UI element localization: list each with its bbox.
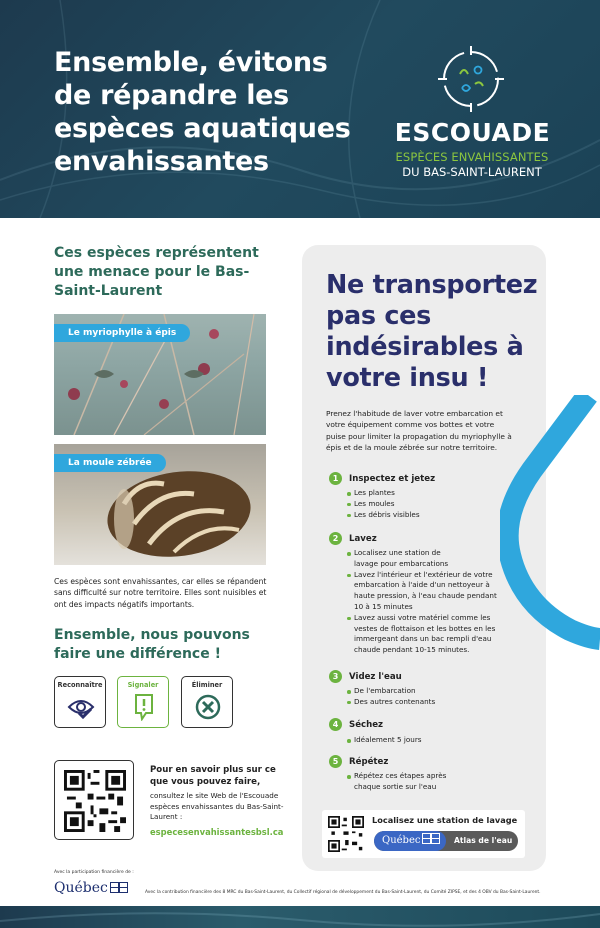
eye-check-icon — [67, 693, 95, 721]
step-3-list — [346, 686, 516, 708]
escouade-logo-icon — [438, 46, 504, 112]
step-4-title: Séchez — [349, 720, 384, 730]
quebec-label: Québec — [382, 835, 421, 846]
poster-title: Ensemble, évitons de répandre les espèces aquatiques envahissantes — [54, 47, 351, 177]
step-5-list — [346, 771, 456, 793]
step-3-title: Videz l'eau — [349, 672, 402, 682]
atlas-de-leau-button[interactable] — [374, 831, 518, 851]
milfoil-photo — [54, 314, 266, 435]
action-eliminate — [181, 676, 233, 728]
milfoil-label: Le myriophylle à épis — [54, 324, 190, 342]
bottom-band-pattern — [0, 906, 600, 928]
wash-station-title: Localisez une station de lavage — [372, 815, 518, 825]
step-1-list — [346, 488, 516, 520]
list-item: Lavez l'intérieur et l'extérieur de votre embarcation à l'aide d'un nettoyeur à haute pression, à l'eau chaude pendant 10 à 15 minutes — [346, 570, 504, 613]
qr-code-icon[interactable] — [328, 816, 364, 852]
zebra-mussel-photo — [54, 444, 266, 565]
quebec-government-logo — [54, 880, 128, 896]
step-2-list — [346, 548, 504, 656]
list-item: Des autres contenants — [346, 697, 516, 708]
action-eliminate-label: Éliminer — [191, 681, 223, 689]
threat-heading: Ces espèces représentent une menace pour le Bas-Saint-Laurent — [54, 245, 259, 299]
step-1-title: Inspectez et jetez — [349, 474, 436, 484]
list-item: Les plantes — [346, 488, 516, 499]
step-5-title: Répétez — [349, 757, 389, 767]
atlas-label: Atlas de l'eau — [454, 836, 513, 845]
website-qr-code[interactable] — [54, 760, 134, 840]
logo-title: ESCOUADE — [394, 118, 551, 147]
financial-participation-note: Avec la participation financière de : — [54, 870, 134, 875]
list-item: Localisez une station de lavage pour embarcations — [346, 548, 456, 570]
together-heading: Ensemble, nous pouvons faire une différence ! — [54, 627, 250, 662]
step-2-number: 2 — [329, 532, 342, 545]
logo-subtitle-white: DU BAS-SAINT-LAURENT — [402, 165, 542, 179]
list-item: Lavez aussi votre matériel comme les vestes de flottaison et les bottes en les immergeant dans un bac rempli d'eau chaude pendant 10-15 minutes. — [346, 613, 504, 656]
list-item: Répétez ces étapes après chaque sortie sur l'eau — [346, 771, 456, 793]
quebec-logo-label — [374, 831, 446, 851]
list-item: Les débris visibles — [346, 510, 516, 521]
action-report — [117, 676, 169, 728]
zebra-mussel-label: La moule zébrée — [54, 454, 166, 472]
quebec-flag-icon — [110, 882, 128, 893]
list-item: Les moules — [346, 499, 516, 510]
step-1-number: 1 — [329, 472, 342, 485]
list-item: Idéalement 5 jours — [346, 735, 516, 746]
action-recognize-label: Reconnaître — [57, 681, 103, 689]
panel-intro: Prenez l'habitude de laver votre embarcation et votre équipement comme vos bottes et votre puise pour limiter la propagation du myriophylle à épis et de la moule zébrée sur notre territoire. — [326, 409, 512, 453]
quebec-wordmark: Québec — [54, 880, 108, 896]
step-5-number: 5 — [329, 755, 342, 768]
panel-title: Ne transportez pas ces indésirables à votre insu ! — [326, 270, 538, 393]
report-icon — [130, 693, 158, 721]
action-recognize — [54, 676, 106, 728]
header-banner — [0, 0, 600, 218]
list-item: De l'embarcation — [346, 686, 516, 697]
wash-station-box — [322, 810, 525, 858]
step-2-title: Lavez — [349, 534, 377, 544]
contribution-note: Avec la contribution financière des 8 MRC du Bas-Saint-Laurent, du Collectif régional de développement du Bas-Saint-Laurent, du Comité ZIPSE, et des 4 OBV du Bas-Saint-Laurent. — [145, 890, 541, 895]
x-circle-icon — [194, 693, 222, 721]
step-4-number: 4 — [329, 718, 342, 731]
learn-more-text: consultez le site Web de l'Escouade espèces envahissantes du Bas-Saint-Laurent : — [150, 791, 284, 822]
logo-subtitle-green: ESPÈCES ENVAHISSANTES — [395, 150, 549, 164]
qr-code-icon — [64, 770, 126, 832]
bottom-band — [0, 906, 600, 928]
species-description: Ces espèces sont envahissantes, car elles se répandent sans difficulté sur notre territoire. Elles sont nuisibles et ont des impacts négatifs importants. — [54, 577, 267, 609]
action-report-label: Signaler — [127, 681, 159, 689]
website-link[interactable]: especesenvahissantesbsl.ca — [150, 827, 284, 837]
step-3-number: 3 — [329, 670, 342, 683]
quebec-flag-icon — [422, 833, 440, 844]
step-4-list — [346, 735, 516, 746]
learn-more-heading: Pour en savoir plus sur ce que vous pouvez faire, — [150, 765, 276, 787]
